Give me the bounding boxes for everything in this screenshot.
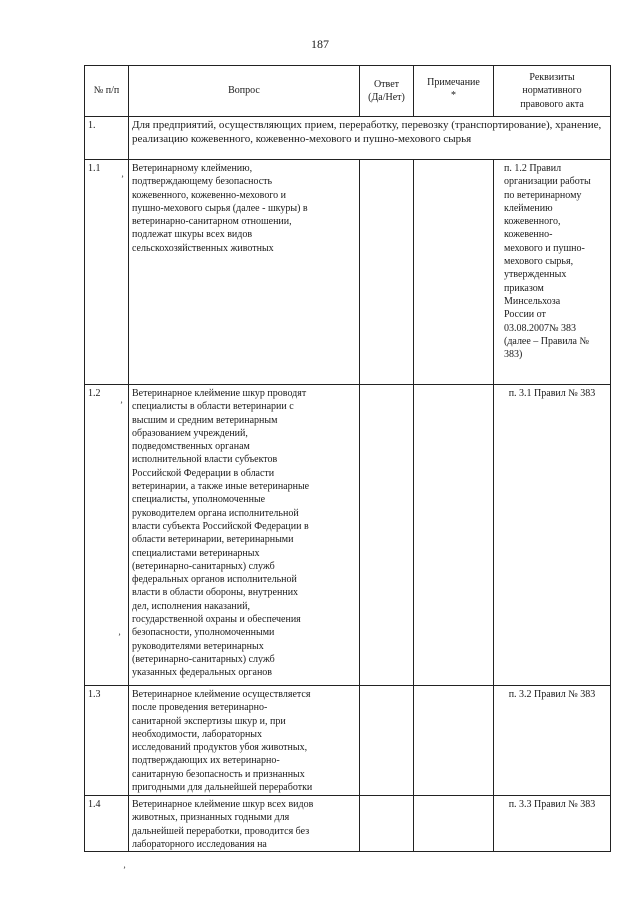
row-note-cell[interactable] bbox=[414, 160, 494, 385]
row-note-cell[interactable] bbox=[414, 385, 494, 686]
row-requisites: п. 3.1 Правил № 383 bbox=[494, 385, 611, 686]
scan-speck: ʼ bbox=[123, 865, 126, 875]
scan-speck: ʼ bbox=[118, 632, 121, 642]
row-note-cell[interactable] bbox=[414, 686, 494, 796]
row-question: Ветеринарное клеймение шкур всех видов животных, признанных годными для дальнейшей переработки, проводится без лабораторного исследования на bbox=[129, 796, 360, 852]
row-number: 1.3 bbox=[85, 686, 129, 796]
row-answer-cell[interactable] bbox=[360, 160, 414, 385]
row-question: Ветеринарному клеймению, подтверждающему безопасность кожевенного, кожевенно-мехового и пушно-мехового сырья (далее - шкуры) в ветеринарно-санитарном отношении, подлежат шкуры всех видов сельскохозяйственных животных bbox=[129, 160, 360, 385]
table-header-row bbox=[85, 66, 611, 117]
header-number: № п/п bbox=[85, 66, 129, 117]
section-title: Для предприятий, осуществляющих прием, переработку, перевозку (транспортирование), хранение, реализацию кожевенного, кожевенно-мехового и пушно-мехового сырья bbox=[129, 117, 611, 160]
page-number: 187 bbox=[311, 37, 329, 51]
checklist-table bbox=[84, 65, 611, 852]
row-question: Ветеринарное клеймение шкур проводят специалисты в области ветеринарии с высшим и средним ветеринарным образованием учреждений, подведомственных органам исполнительной власти субъектов Российской Федерации в области ветеринарии, а также иные ветеринарные специалисты, уполномоченные руководителем органа исполнительной власти субъекта Российской Федерации в области ветеринарии, ветеринарными специалистами ветеринарных (ветеринарно-санитарных) служб федеральных органов исполнительной власти в области обороны, внутренних дел, исполнения наказаний, государственной охраны и обеспечения безопасности, уполномоченными руководителями ветеринарных (ветеринарно-санитарных) служб указанных федеральных органов bbox=[129, 385, 360, 686]
header-note: Примечание * bbox=[414, 66, 494, 117]
row-note-cell[interactable] bbox=[414, 796, 494, 852]
row-number: 1.2 bbox=[85, 385, 129, 686]
table-row bbox=[85, 160, 611, 385]
table-row bbox=[85, 686, 611, 796]
row-requisites: п. 3.2 Правил № 383 bbox=[494, 686, 611, 796]
row-requisites: п. 1.2 Правил организации работы по ветеринарному клеймению кожевенного, кожевенно- мехового и пушно- мехового сырья, утвержденных приказом Минсельхоза России от 03.08.2007№ 383 (далее – Правила № 383) bbox=[494, 160, 611, 385]
header-requisites: Реквизиты нормативного правового акта bbox=[494, 66, 611, 117]
row-answer-cell[interactable] bbox=[360, 385, 414, 686]
table-row bbox=[85, 796, 611, 852]
row-answer-cell[interactable] bbox=[360, 686, 414, 796]
row-number: 1.1 bbox=[85, 160, 129, 385]
scan-speck: ʼ bbox=[120, 400, 123, 410]
scan-speck: ʼ bbox=[121, 174, 124, 184]
table-row bbox=[85, 385, 611, 686]
header-answer: Ответ (Да/Нет) bbox=[360, 66, 414, 117]
row-question: Ветеринарное клеймение осуществляется после проведения ветеринарно- санитарной экспертизы шкур и, при необходимости, лабораторных исследований продуктов убоя животных, подтверждающих их ветеринарно- санитарную безопасность и признанных пригодными для дальнейшей переработки bbox=[129, 686, 360, 796]
section-row bbox=[85, 117, 611, 160]
row-answer-cell[interactable] bbox=[360, 796, 414, 852]
row-number: 1.4 bbox=[85, 796, 129, 852]
section-number: 1. bbox=[85, 117, 129, 160]
header-question: Вопрос bbox=[129, 66, 360, 117]
row-requisites: п. 3.3 Правил № 383 bbox=[494, 796, 611, 852]
